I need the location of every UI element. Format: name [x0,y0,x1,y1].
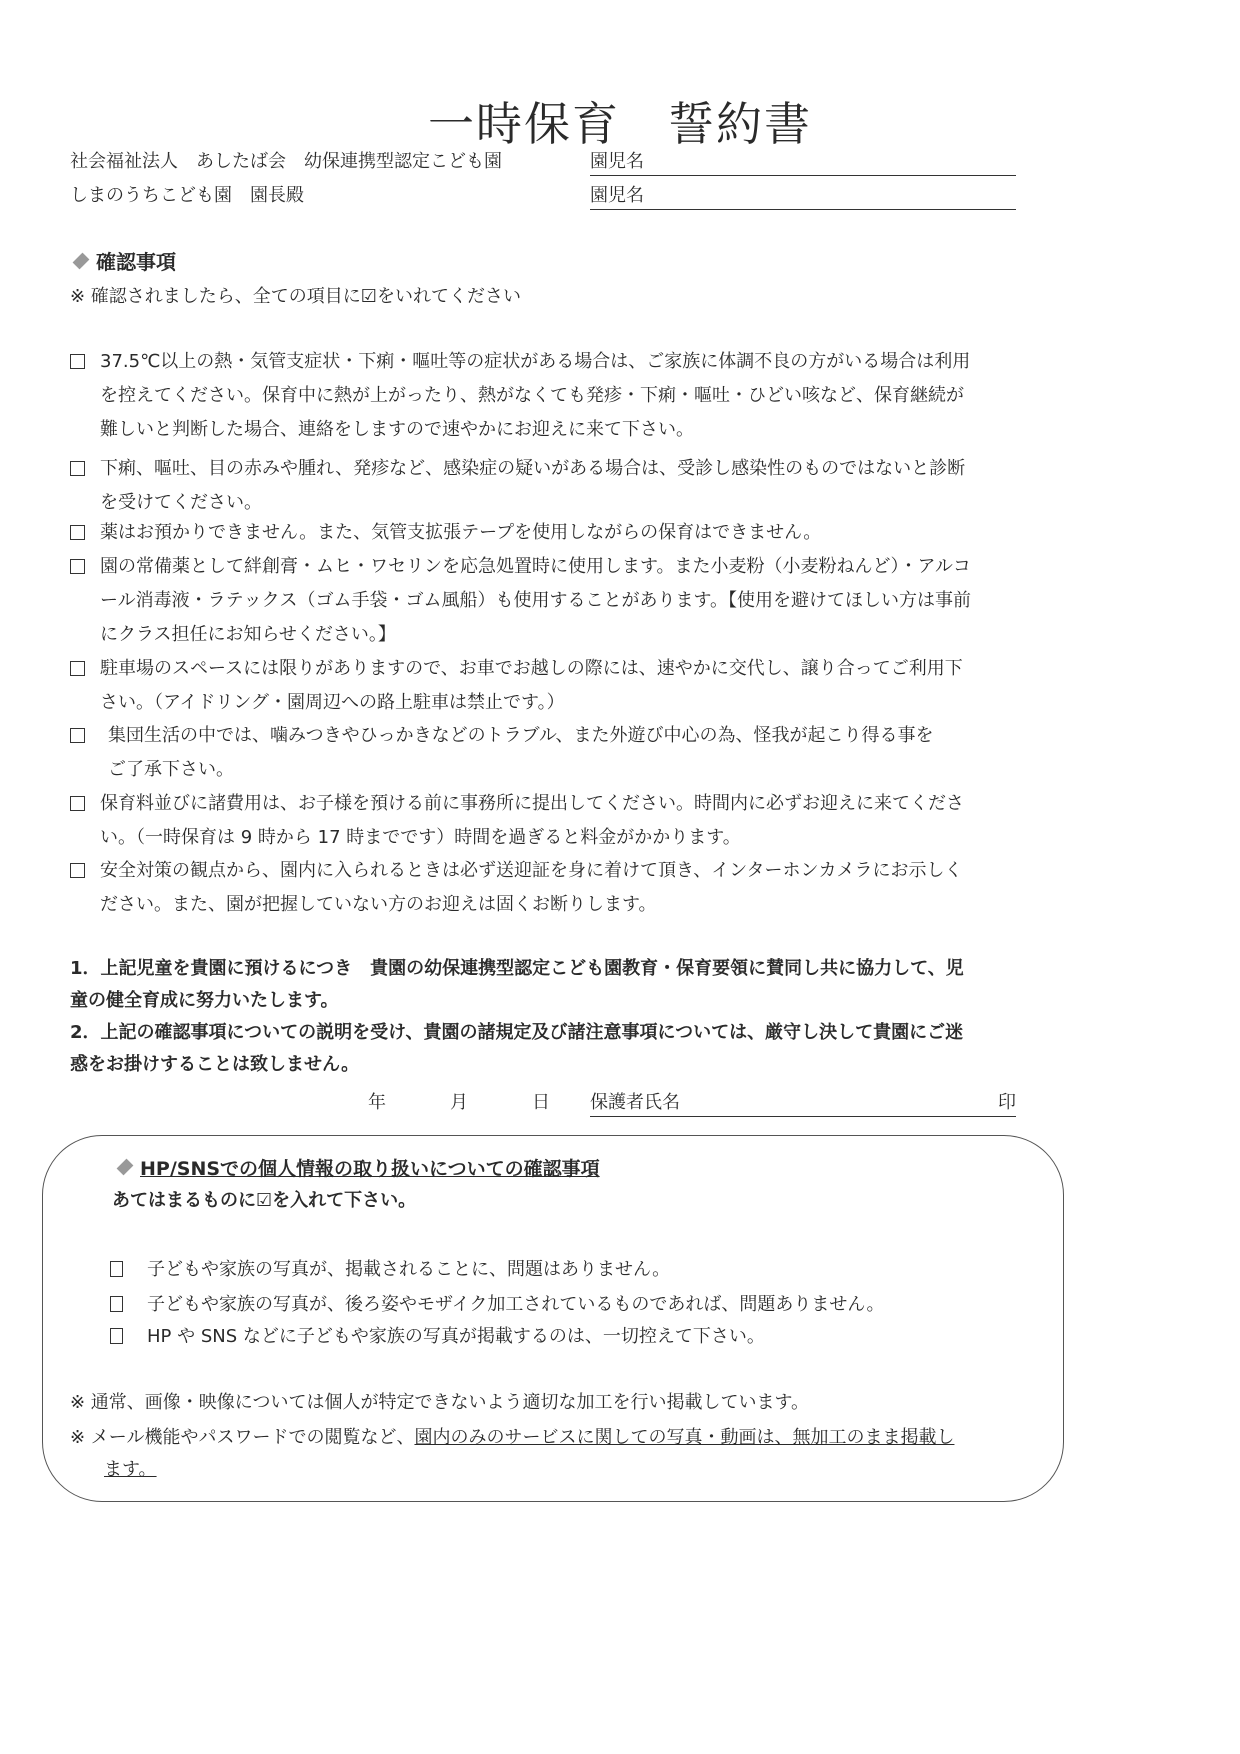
confirm-item [70,550,1050,652]
checkbox[interactable] [110,1261,123,1277]
document-title: 一時保育 誓約書 [428,97,812,151]
item-text-line: を控えてください。保育中に熱が上がったり、熱がなくても発疹・下痢・嘔吐・ひどい咳など、保育継続が [100,385,964,406]
note-text: ※ メール機能やパスワードでの閲覧など、 [70,1427,415,1448]
item-text-line: ご了承下さい。 [108,759,234,780]
sns-heading [118,1154,600,1181]
checkbox[interactable] [70,461,85,476]
child-name-field-2[interactable] [590,181,1016,210]
checkbox[interactable] [110,1296,123,1312]
confirm-instruction: ※ 確認されましたら、全ての項目に☑をいれてください [70,286,521,307]
item-text-line: い。（一時保育は 9 時から 17 時までです）時間を過ぎると料金がかかります。 [100,827,741,848]
item-text-line: 保育料並びに諸費用は、お子様を預ける前に事務所に提出してください。時間内に必ずお迎えに来てくださ [100,793,964,814]
checkbox[interactable] [70,796,85,811]
confirm-heading-text: 確認事項 [96,250,176,274]
sns-note-2 [70,1423,954,1449]
item-text-line: 園の常備薬として絆創膏・ムヒ・ワセリンを応急処置時に使用します。また小麦粉（小麦粉ねんど）・アルコ [100,556,971,577]
item-text-line: 薬はお預かりできません。また、気管支拡張テープを使用しながらの保育はできません。 [100,522,822,543]
guardian-name-field[interactable] [590,1088,1016,1117]
item-text-line: 下痢、嘔吐、目の赤みや腫れ、発疹など、感染症の疑いがある場合は、受診し感染性のものではないと診断 [100,458,966,479]
item-text-line: ール消毒液・ラテックス（ゴム手袋・ゴム風船）も使用することがあります。【使用を避けてほしい方は事前 [100,590,972,611]
confirm-item [70,516,1050,550]
option-text: HP や SNS などに子どもや家族の写真が掲載するのは、一切控えて下さい。 [147,1326,765,1347]
sns-option [110,1255,670,1281]
item-text-line: 集団生活の中では、噛みつきやひっかきなどのトラブル、また外遊び中心の為、怪我が起こり得る事を [108,725,934,746]
item-text-line: 安全対策の観点から、園内に入られるときは必ず送迎証を身に着けて頂き、インターホンカメラにお示しく [100,860,963,881]
diamond-icon [117,1159,134,1176]
item-text-line: にクラス担任にお知らせください。】 [100,624,396,645]
pledge-text-line: 惑をお掛けすることは致しません。 [70,1054,360,1075]
child-name-label: 園児名 [590,151,644,172]
item-text-line: ださい。また、園が把握していない方のお迎えは固くお断りします。 [100,894,657,915]
sns-option [110,1290,884,1316]
pledge-text-line: 2．上記の確認事項についての説明を受け、貴園の諸規定及び諸注意事項については、厳守し決して貴園にご迷 [70,1022,964,1043]
checkbox[interactable] [70,559,85,574]
child-name-label: 園児名 [590,185,644,206]
note-underlined-text: 園内のみのサービスに関しての写真・動画は、無加工のまま掲載し [414,1427,955,1448]
confirm-item [70,345,1050,447]
pledge-2 [70,1017,963,1081]
guardian-name-label: 保護者氏名 [590,1092,680,1113]
month-label: 月 [450,1092,468,1113]
checkbox[interactable] [70,354,85,369]
addressee-line-2: しまのうちこども園 園長殿 [70,185,304,206]
year-label: 年 [368,1092,386,1113]
checkbox[interactable] [70,728,85,743]
addressee-line-1: 社会福祉法人 あしたば会 幼保連携型認定こども園 [70,151,502,172]
checkbox[interactable] [70,525,85,540]
checkbox[interactable] [110,1328,123,1344]
pledge-text-line: 1．上記児童を貴園に預けるにつき 貴園の幼保連携型認定こども園教育・保育要領に賛同し共に協力して、児 [70,958,964,979]
confirm-item [70,787,1050,855]
option-text: 子どもや家族の写真が、掲載されることに、問題はありません。 [147,1259,671,1280]
confirm-item [70,652,1050,720]
sns-option [110,1322,765,1348]
confirm-item [70,719,1050,787]
day-label: 日 [532,1092,550,1113]
option-text: 子どもや家族の写真が、後ろ姿やモザイク加工されているものであれば、問題ありません。 [147,1294,885,1315]
checkbox[interactable] [70,661,85,676]
sns-note-1: ※ 通常、画像・映像については個人が特定できないよう適切な加工を行い掲載しています。 [70,1392,809,1413]
pledge-text-line: 童の健全育成に努力いたします。 [70,990,339,1011]
pledge-1 [70,953,964,1017]
confirm-heading [74,246,176,275]
item-text-line: さい。（アイドリング・園周辺への路上駐車は禁止です。） [100,692,565,713]
seal-label: 印 [998,1092,1016,1113]
item-text-line: 難しいと判断した場合、連絡をしますので速やかにお迎えに来て下さい。 [100,419,694,440]
sns-instruction: あてはまるものに☑を入れて下さい。 [112,1190,417,1211]
confirm-item [70,452,1050,520]
diamond-icon [73,253,90,270]
item-text-line: 駐車場のスペースには限りがありますので、お車でお越しの際には、速やかに交代し、譲り合ってご利用下 [100,658,963,679]
child-name-field-1[interactable] [590,147,1016,176]
item-text-line: を受けてください。 [100,492,262,513]
sns-note-2-cont: ます。 [104,1459,157,1480]
confirm-item [70,854,1050,922]
item-text-line: 37.5℃以上の熱・気管支症状・下痢・嘔吐等の症状がある場合は、ご家族に体調不良の方がいる場合は利用 [100,351,971,372]
sns-heading-text: HP/SNSでの個人情報の取り扱いについての確認事項 [140,1158,600,1180]
checkbox[interactable] [70,863,85,878]
